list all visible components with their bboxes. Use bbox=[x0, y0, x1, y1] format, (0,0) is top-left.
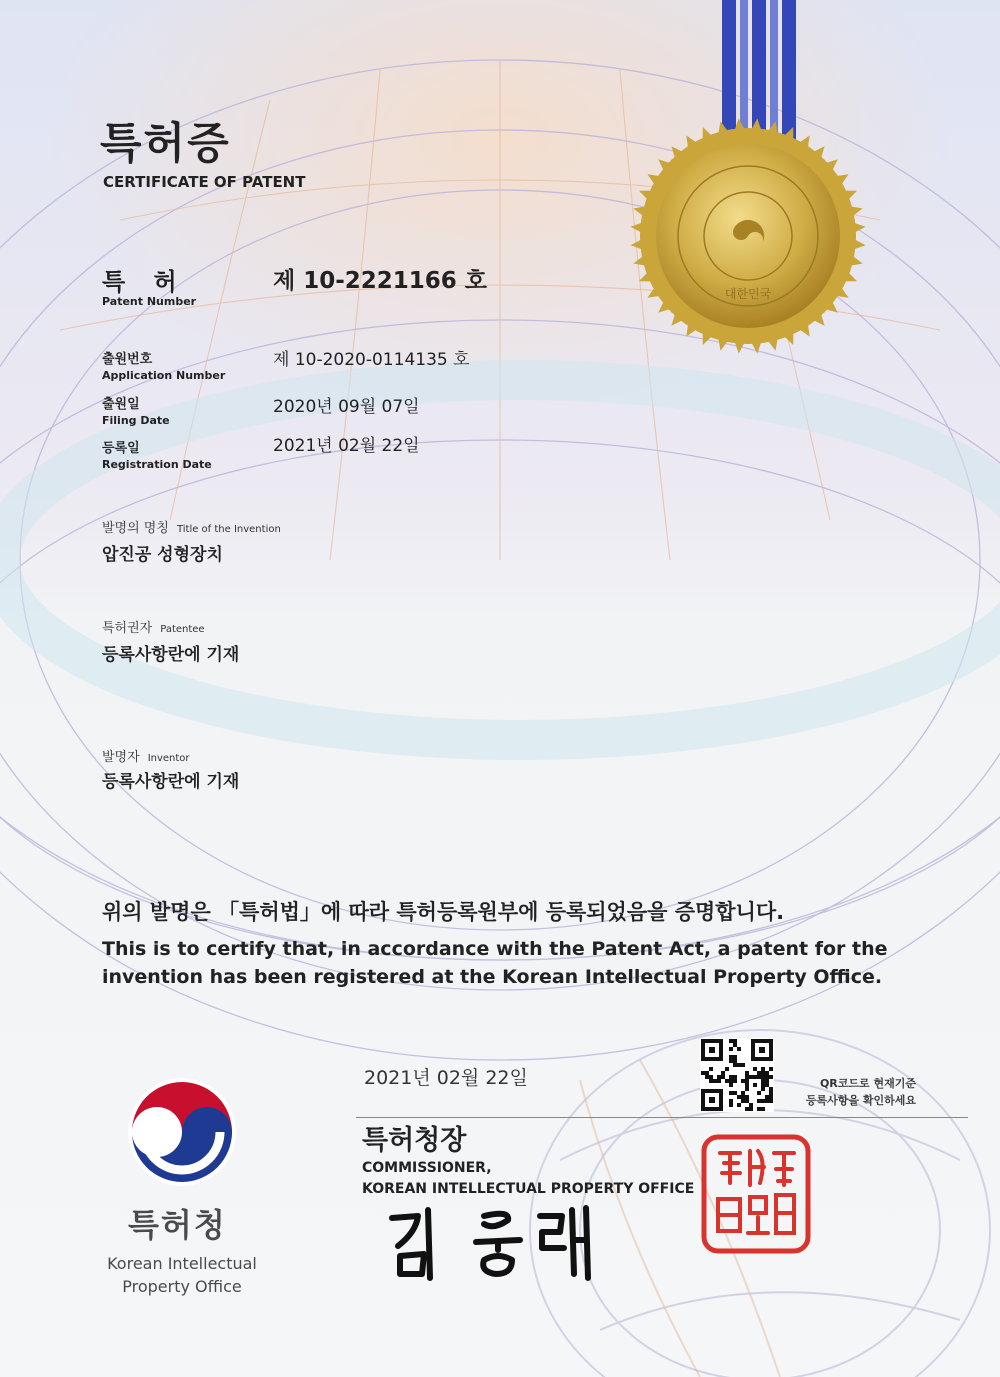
qr-note-line2: 등록사항을 확인하세요 bbox=[805, 1094, 916, 1107]
kipo-name-en-line1: Korean Intellectual bbox=[107, 1254, 257, 1273]
registration-date-label: 등록일 bbox=[102, 441, 140, 456]
qr-note bbox=[776, 1075, 916, 1109]
patentee-label-en: Patentee bbox=[160, 624, 205, 635]
patent-number-value: 제 10-2221166 호 bbox=[273, 268, 488, 294]
invention-title-label-row bbox=[102, 517, 281, 536]
registration-date-label-en: Registration Date bbox=[102, 458, 212, 471]
invention-title-label-en: Title of the Invention bbox=[176, 524, 281, 535]
kipo-name-en-line2: Property Office bbox=[122, 1277, 242, 1296]
filing-date-value: 2020년 09월 07일 bbox=[273, 397, 420, 417]
certificate-title: 특허증 bbox=[100, 119, 231, 169]
kipo-name-en bbox=[98, 1252, 266, 1298]
kipo-name-ko: 특허청 bbox=[128, 1206, 227, 1244]
inventor-value: 등록사항란에 기재 bbox=[102, 772, 240, 792]
application-number-label-en: Application Number bbox=[102, 369, 226, 382]
commissioner-title-en-line1: COMMISSIONER, bbox=[362, 1160, 492, 1176]
commissioner-title-en-line2: KOREAN INTELLECTUAL PROPERTY OFFICE bbox=[362, 1181, 695, 1197]
patentee-label: 특허권자 bbox=[102, 621, 153, 636]
patentee-label-row bbox=[102, 617, 205, 636]
inventor-label-row bbox=[102, 746, 190, 765]
certification-statement-ko: 위의 발명은 「특허법」에 따라 특허등록원부에 등록되었음을 증명합니다. bbox=[102, 900, 785, 924]
application-number-label: 출원번호 bbox=[102, 352, 153, 367]
filing-date-label-en: Filing Date bbox=[102, 414, 170, 427]
inventor-label: 발명자 bbox=[102, 750, 140, 765]
commissioner-title-en bbox=[362, 1158, 694, 1200]
kipo-logo-icon bbox=[124, 1074, 240, 1190]
application-number-value: 제 10-2020-0114135 호 bbox=[273, 350, 470, 370]
certificate-title-en: CERTIFICATE OF PATENT bbox=[103, 173, 306, 191]
certification-statement-en: This is to certify that, in accordance with the Patent Act, a patent for the invention has been registered at the Korean Intellectual Property Office. bbox=[102, 938, 888, 988]
invention-title-label: 발명의 명칭 bbox=[102, 521, 169, 536]
qr-code[interactable] bbox=[700, 1038, 774, 1112]
issue-date: 2021년 02월 22일 bbox=[364, 1067, 528, 1089]
commissioner-title-ko: 특허청장 bbox=[362, 1125, 467, 1156]
inventor-label-en: Inventor bbox=[147, 753, 190, 764]
handwritten-signature bbox=[380, 1202, 600, 1282]
red-seal bbox=[700, 1133, 812, 1255]
patent-number-label-en: Patent Number bbox=[102, 295, 197, 308]
svg-text:대한민국: 대한민국 bbox=[724, 287, 772, 301]
patentee-value: 등록사항란에 기재 bbox=[102, 645, 240, 665]
filing-date-label: 출원일 bbox=[102, 397, 140, 412]
invention-title-value: 압진공 성형장치 bbox=[102, 545, 223, 565]
registration-date-value: 2021년 02월 22일 bbox=[273, 436, 420, 456]
patent-number-label: 특 허 bbox=[102, 268, 187, 296]
qr-note-line1: QR코드로 현재기준 bbox=[819, 1077, 916, 1090]
